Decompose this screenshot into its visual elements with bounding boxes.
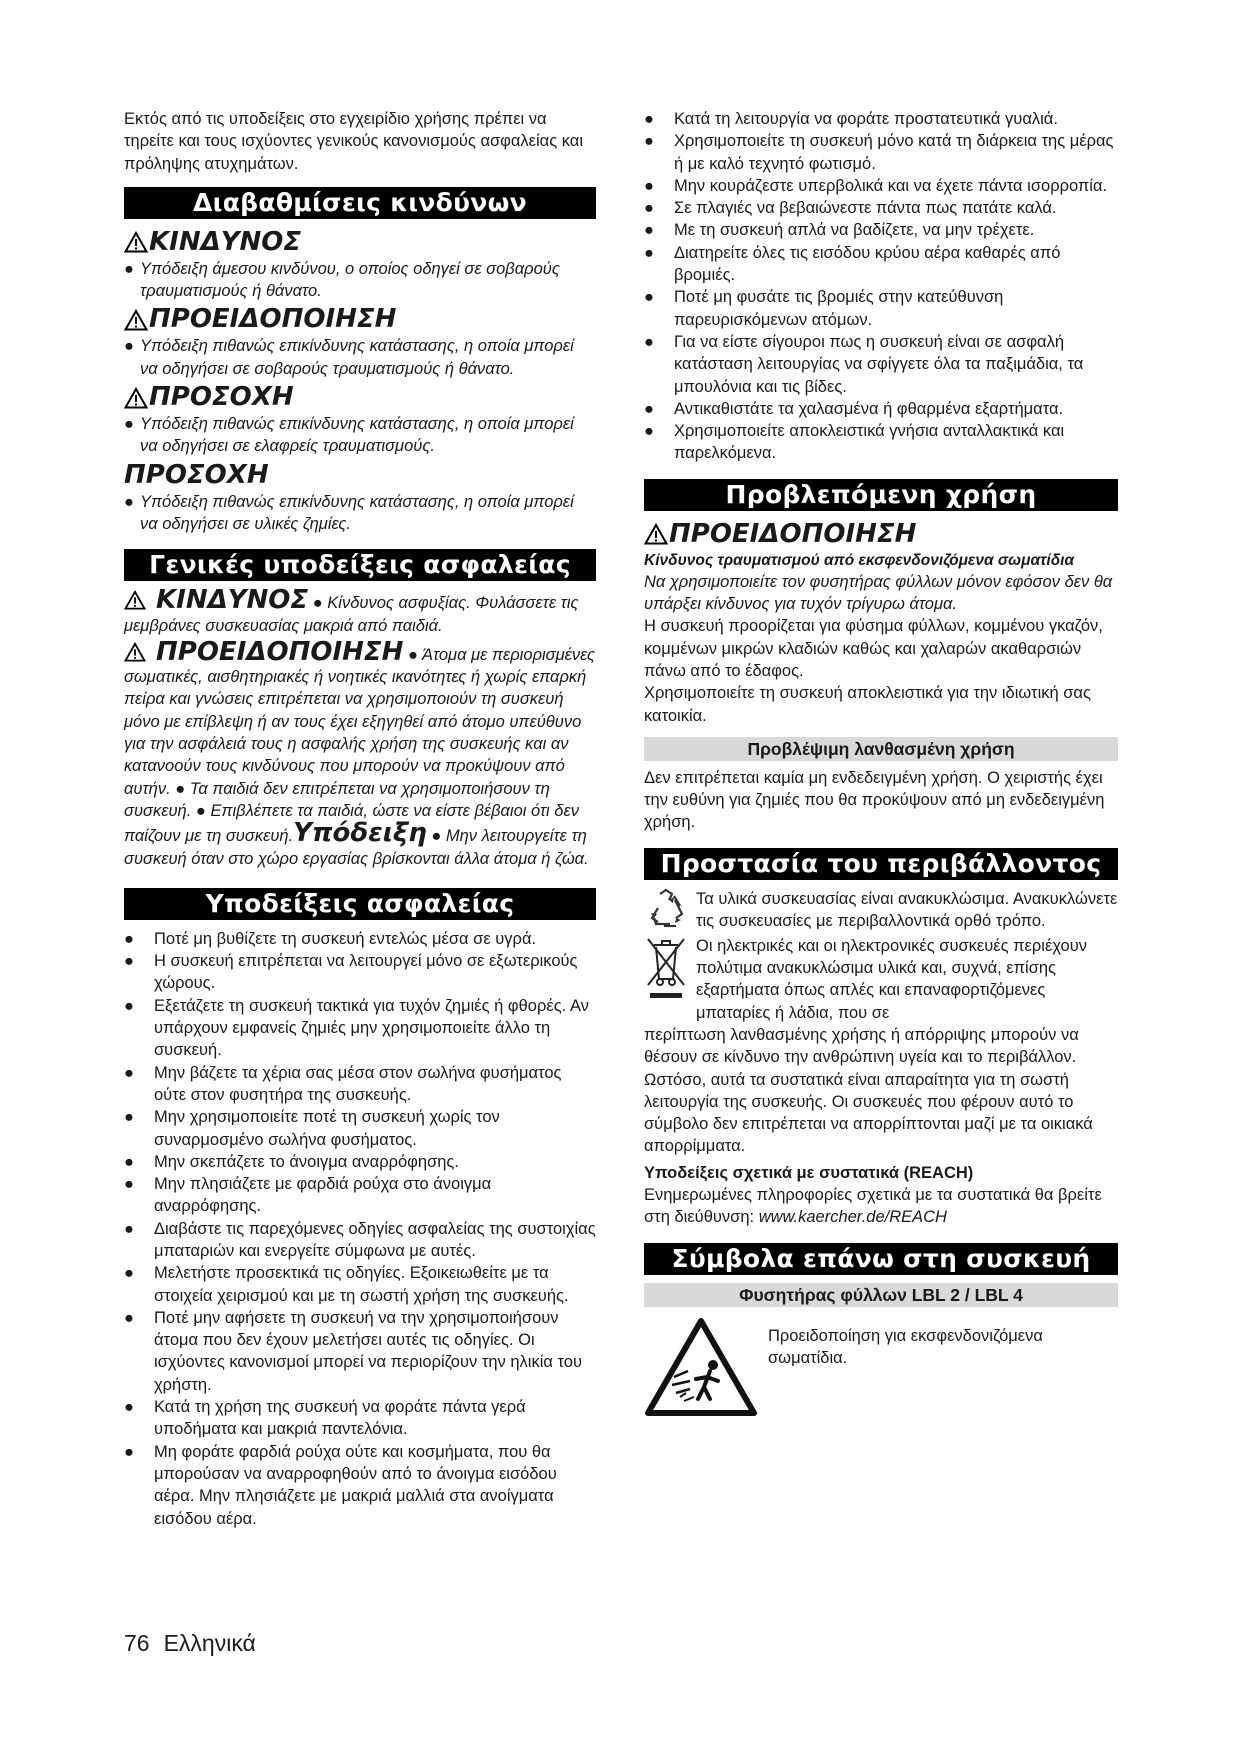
caution-label: ΠΡΟΣΟΧΗ [149,382,294,413]
hazard-levels-heading: Διαβαθμίσεις κινδύνων [124,187,596,219]
page-number: 76 [124,1630,150,1656]
list-item: ● Μην σκεπάζετε το άνοιγμα αναρρόφησης. [124,1151,596,1173]
device-symbols-heading: Σύμβολα επάνω στη συσκευή [644,1243,1118,1275]
general-danger-text: Κίνδυνος ασφυξίας. Φυλάσσετε τις μεμβράνες συσκευασίας μακριά από παιδιά. [124,594,579,635]
list-item-text: Μην πλησιάζετε με φαρδιά ρούχα στο άνοιγμα αναρρόφησης. [154,1175,492,1216]
intended-text-2: Χρησιμοποιείτε τη συσκευή αποκλειστικά για την ιδιωτική σας κατοικία. [644,684,1091,725]
list-item: ● Χρησιμοποιείτε τη συσκευή μόνο κατά τη διάρκεια της μέρας ή με καλό τεχνητό φωτισμό. [644,130,1118,175]
page-footer [124,1630,270,1657]
caution-text: Υπόδειξη πιθανώς επικίνδυνης κατάστασης, η οποία μπορεί να οδηγήσει σε ελαφρείς τραυματισμούς. [140,415,574,456]
intended-warning-label: ΠΡΟΕΙΔΟΠΟΙΗΣΗ [669,518,917,549]
intended-warning-subtitle: Κίνδυνος τραυματισμού από εκσφενδονιζόμενα σωματίδια [644,551,1075,569]
right-column [644,108,1118,1422]
list-item-text: Ποτέ μη φυσάτε τις βρομιές στην κατεύθυνση παρευρισκόμενων ατόμων. [674,288,1004,329]
general-warning-label: ΠΡΟΕΙΔΟΠΟΙΗΣΗ [156,636,404,667]
warning-triangle-icon [644,523,668,545]
warning-triangle-icon [124,642,146,662]
list-item-text: Μελετήστε προσεκτικά τις οδηγίες. Εξοικειωθείτε με τα στοιχεία χειρισμού και με τη σωστή χρήση της συσκευής. [154,1264,569,1305]
warning-triangle-icon [124,387,148,409]
list-item-text: Εξετάζετε τη συσκευή τακτικά για τυχόν ζημιές ή φθορές. Αν υπάρχουν εμφανείς ζημιές μην χρησιμοποιείτε άλλο τη συσκευή. [154,996,589,1060]
list-item: ● Κατά τη χρήση της συσκευή να φοράτε πάντα γερά υποδήματα και μακριά παντελόνια. [124,1396,596,1441]
list-item-text: Για να είστε σίγουροι πως η συσκευή είναι σε ασφαλή κατάσταση λειτουργίας να σφίγγετε όλα τα παξιμάδια, τα μπουλόνια και τις βίδες. [674,332,1084,396]
attention-text: Υπόδειξη πιθανώς επικίνδυνης κατάστασης, η οποία μπορεί να οδηγήσει σε υλικές ζημίες. [140,492,574,533]
list-item: ● Με τη συσκευή απλά να βαδίζετε, να μην τρέχετε. [644,219,1118,241]
list-item: ● Κατά τη λειτουργία να φοράτε προστατευτικά γυαλιά. [644,108,1118,130]
danger-label: ΚΙΝΔΥΝΟΣ [149,226,302,257]
list-item: ● Μελετήστε προσεκτικά τις οδηγίες. Εξοικειωθείτε με τα στοιχεία χειρισμού και με τη σωστή χρήση της συσκευής. [124,1262,596,1307]
left-column [124,108,596,1530]
general-danger-paragraph: ΚΙΝΔΥΝΟΣ ● Κίνδυνος ασφυξίας. Φυλάσσετε τις μεμβράνες συσκευασίας μακριά από παιδιά. [124,585,579,635]
projectile-warning-row [644,1317,1118,1422]
device-model-heading: Φυσητήρας φύλλων LBL 2 / LBL 4 [644,1283,1118,1307]
reach-paragraph [644,1184,1118,1229]
general-warning-text-1: Άτομα με περιορισμένες σωματικές, αισθητηριακές ή νοητικές ικανότητες ή χωρίς επαρκή πείρα και γνώσεις επιτρέπεται να χρησιμοποιούν τη συσκευή μόνο με επίβλεψη ή αν τους έχει εξηγηθεί από άτομο υπεύθυνο για την ασφάλειά τους η ασφαλής χρήση της συσκευής και αν κατανοούν τους κινδύνους που μπορούν να προκύψουν από αυτήν. [124,645,596,798]
danger-text: Υπόδειξη άμεσου κινδύνου, ο οποίος οδηγεί σε σοβαρούς τραυματισμούς ή θάνατο. [140,259,560,301]
general-safety-heading: Γενικές υποδείξεις ασφαλείας [124,549,596,581]
list-item: ● Αντικαθιστάτε τα χαλασμένα ή φθαρμένα εξαρτήματα. [644,398,1118,420]
list-item-text: Χρησιμοποιείτε αποκλειστικά γνήσια ανταλλακτικά και παρελκόμενα. [674,422,1065,463]
warning-item: ● Υπόδειξη πιθανώς επικίνδυνης κατάστασης, η οποία μπορεί να οδηγήσει σε σοβαρούς τραυματισμούς ή θάνατο. [124,335,596,380]
list-item: ● Μην χρησιμοποιείτε ποτέ τη συσκευή χωρίς τον συναρμοσμένο σωλήνα φυσήματος. [124,1106,596,1151]
general-danger-label: ΚΙΝΔΥΝΟΣ [156,585,309,616]
intended-text-1: Η συσκευή προορίζεται για φύσημα φύλλων, κομμένου γκαζόν, κομμένων μικρών κλαδιών καθώς και χαλαρών ακαθαρσιών πάνω από το έδαφος. [644,617,1103,680]
reach-link[interactable]: www.kaercher.de/REACH [758,1208,947,1227]
general-warning-paragraph: ΠΡΟΕΙΔΟΠΟΙΗΣΗ ● Άτομα με περιορισμένες σωματικές, αισθητηριακές ή νοητικές ικανότητες ή χωρίς επαρκή πείρα και γνώσεις επιτρέπεται να χρησιμοποιούν τη συσκευή μόνο με επίβλεψη ή αν τους έχει εξηγηθεί από άτομο υπεύθυνο για την ασφάλειά τους η ασφαλής χρήση της συσκευής και αν κατανοούν τους κινδύνους που μπορούν να προκύψουν από αυτήν. ● Τα παιδιά δεν επιτρέπεται να χρησιμοποιήσουν τη συσκευή. ● Επιβλέπετε τα παιδιά, ώστε να είστε βέβαιοι ότι δεν παίζουν με τη συσκευή.Υπόδειξη ● Μην λειτουργείτε τη συσκευή όταν στο χώρο εργασίας βρίσκονται άλλα άτομα ή ζώα. [124,636,596,868]
language-label: Ελληνικά [163,1630,256,1656]
warning-heading [124,304,596,335]
warning-label: ΠΡΟΕΙΔΟΠΟΙΗΣΗ [149,304,397,335]
caution-heading [124,382,596,413]
attention-label: ΠΡΟΣΟΧΗ [124,459,269,490]
list-item-text: Μην χρησιμοποιείτε ποτέ τη συσκευή χωρίς τον συναρμοσμένο σωλήνα φυσήματος. [154,1108,500,1149]
list-item: ● Σε πλαγιές να βεβαιώνεστε πάντα πως πατάτε καλά. [644,197,1118,219]
list-item: ● Εξετάζετε τη συσκευή τακτικά για τυχόν ζημιές ή φθορές. Αν υπάρχουν εμφανείς ζημιές μην χρησιμοποιείτε άλλο τη συσκευή. [124,995,596,1062]
safety-list-continued [644,108,1118,465]
safety-notes-heading: Υποδείξεις ασφαλείας [124,888,596,920]
reach-heading: Υποδείξεις σχετικά με συστατικά (REACH) [644,1163,974,1182]
flying-debris-warning-icon [644,1317,768,1422]
projectile-warning-text: Προειδοποίηση για εκσφενδονιζόμενα σωματίδια. [768,1326,1043,1367]
misuse-text: Δεν επιτρέπεται καμία μη ενδεδειγμένη χρήση. Ο χειριστής έχει την ευθύνη για ζημιές που θα προκύψουν από μη ενδεδειγμένη χρήση. [644,768,1105,832]
list-item: ● Διαβάστε τις παρεχόμενες οδηγίες ασφαλείας της συστοιχίας μπαταριών και ενεργείτε σύμφωνα με αυτές. [124,1218,596,1263]
intended-warning-text: Να χρησιμοποιείτε τον φυσητήρας φύλλων μόνον εφόσον δεν θα υπάρξει κίνδυνος για τυχόν τρίγυρω άτομα. [644,572,1113,614]
weee-row [644,935,1118,1024]
danger-item: ● Υπόδειξη άμεσου κινδύνου, ο οποίος οδηγεί σε σοβαρούς τραυματισμούς ή θάνατο. [124,258,596,303]
caution-item: ● Υπόδειξη πιθανώς επικίνδυνης κατάστασης, η οποία μπορεί να οδηγήσει σε ελαφρείς τραυματισμούς. [124,413,596,458]
list-item-text: Με τη συσκευή απλά να βαδίζετε, να μην τρέχετε. [674,221,1035,240]
list-item-text: Κατά τη χρήση της συσκευή να φοράτε πάντα γερά υποδήματα και μακριά παντελόνια. [154,1398,526,1439]
list-item: ● Ποτέ μη βυθίζετε τη συσκευή εντελώς μέσα σε υγρά. [124,928,596,950]
recycle-icon [644,888,696,935]
list-item: ● Μην κουράζεστε υπερβολικά και να έχετε πάντα ισορροπία. [644,175,1118,197]
crossed-bin-icon [644,935,696,1024]
environment-heading: Προστασία του περιβάλλοντος [644,848,1118,880]
warning-text: Υπόδειξη πιθανώς επικίνδυνης κατάστασης, η οποία μπορεί να οδηγήσει σε σοβαρούς τραυματισμούς ή θάνατο. [140,337,574,378]
list-item-text: Χρησιμοποιείτε τη συσκευή μόνο κατά τη διάρκεια της μέρας ή με καλό τεχνητό φωτισμό. [674,132,1114,173]
intro-text: Εκτός από τις υποδείξεις στο εγχειρίδιο χρήσης πρέπει να τηρείτε και τους ισχύοντες γενικούς κανονισμούς ασφαλείας και πρόληψης ατυχημάτων. [124,110,584,173]
recycle-text: Τα υλικά συσκευασίας είναι ανακυκλώσιμα. Ανακυκλώνετε τις συσκευασίες με περιβαλλοντικά ορθό τρόπο. [696,889,1118,931]
list-item: ● Μην πλησιάζετε με φαρδιά ρούχα στο άνοιγμα αναρρόφησης. [124,1173,596,1218]
danger-heading [124,227,596,258]
list-item: ● Μη φοράτε φαρδιά ρούχα ούτε και κοσμήματα, που θα μπορούσαν να αναρροφηθούν από το άνοιγμα εισόδου αέρα. Μην πλησιάζετε με μακριά μαλλιά στα ανοίγματα εισόδου αέρα. [124,1441,596,1530]
list-item-text: Μην σκεπάζετε το άνοιγμα αναρρόφησης. [154,1152,459,1171]
list-item-text: Μη φοράτε φαρδιά ρούχα ούτε και κοσμήματα, που θα μπορούσαν να αναρροφηθούν από το άνοιγμα εισόδου αέρα. Μην πλησιάζετε με μακριά μαλλιά στα ανοίγματα εισόδου αέρα. [154,1442,557,1528]
list-item: ● Για να είστε σίγουροι πως η συσκευή είναι σε ασφαλή κατάσταση λειτουργίας να σφίγγετε όλα τα παξιμάδια, τα μπουλόνια και τις βίδες. [644,331,1118,398]
list-item: ● Μην βάζετε τα χέρια σας μέσα στον σωλήνα φυσήματος ούτε στον φυσητήρα της συσκευής. [124,1062,596,1107]
list-item-text: Διαβάστε τις παρεχόμενες οδηγίες ασφαλείας της συστοιχίας μπαταριών και ενεργείτε σύμφωνα με αυτές. [154,1219,596,1260]
list-item-text: Ποτέ μη βυθίζετε τη συσκευή εντελώς μέσα σε υγρά. [154,929,537,948]
list-item-text: Κατά τη λειτουργία να φοράτε προστατευτικά γυαλιά. [674,110,1058,128]
list-item: ● Ποτέ μην αφήσετε τη συσκευή να την χρησιμοποιήσουν άτομα που δεν έχουν μελετήσει αυτές τις οδηγίες. Οι ισχύοντες κανονισμοί μπορεί να περιορίζουν την ηλικία του χρήστη. [124,1307,596,1396]
list-item: ● Ποτέ μη φυσάτε τις βρομιές στην κατεύθυνση παρευρισκόμενων ατόμων. [644,286,1118,331]
intended-warning-heading [644,519,1118,550]
list-item-text: Ποτέ μην αφήσετε τη συσκευή να την χρησιμοποιήσουν άτομα που δεν έχουν μελετήσει αυτές τις οδηγίες. Οι ισχύοντες κανονισμοί μπορεί να περιορίζουν την ηλικία του χρήστη. [154,1308,582,1394]
general-warning-text-2: Τα παιδιά δεν επιτρέπεται να χρησιμοποιήσουν τη συσκευή. [124,779,550,820]
weee-text-b: περίπτωση λανθασμένης χρήσης ή απόρριψης μπορούν να θέσουν σε κίνδυνο την ανθρώπινη υγεία και το περιβάλλον. Ωστόσο, αυτά τα συστατικά είναι απαραίτητα για τη σωστή λειτουργία της συσκευής. Οι συσκευές που φέρουν αυτό το σύμβολο δεν επιτρέπεται να απορρίπτονται μαζί με τα οικιακά απορρίμματα. [644,1025,1093,1156]
list-item-text: Διατηρείτε όλες τις εισόδου κρύου αέρα καθαρές από βρομιές. [674,243,1061,285]
recycle-row [644,888,1118,935]
misuse-heading: Προβλέψιμη λανθασμένη χρήση [644,737,1118,761]
list-item-text: Μην βάζετε τα χέρια σας μέσα στον σωλήνα φυσήματος ούτε στον φυσητήρα της συσκευής. [154,1063,562,1104]
warning-triangle-icon [124,309,148,331]
note-text: Μην λειτουργείτε τη συσκευή όταν στο χώρο εργασίας βρίσκονται άλλα άτομα ή ζώα. [124,827,589,868]
intended-use-heading: Προβλεπόμενη χρήση [644,479,1118,511]
safety-list [124,928,596,1530]
list-item: ● Η συσκευή επιτρέπεται να λειτουργεί μόνο σε εξωτερικούς χώρους. [124,950,596,995]
warning-triangle-icon [124,590,146,610]
list-item-text: Η συσκευή επιτρέπεται να λειτουργεί μόνο σε εξωτερικούς χώρους. [154,952,578,993]
note-label: Υπόδειξη [293,818,427,849]
list-item: ● Διατηρείτε όλες τις εισόδου κρύου αέρα καθαρές από βρομιές. [644,242,1118,287]
warning-triangle-icon [124,231,148,253]
list-item-text: Μην κουράζεστε υπερβολικά και να έχετε πάντα ισορροπία. [674,176,1108,195]
attention-item: ● Υπόδειξη πιθανώς επικίνδυνης κατάστασης, η οποία μπορεί να οδηγήσει σε υλικές ζημίες. [124,491,596,536]
attention-heading [124,460,596,491]
reach-text: Ενημερωμένες πληροφορίες σχετικά με τα συστατικά θα βρείτε στη διεύθυνση: [644,1185,1102,1227]
list-item-text: Σε πλαγιές να βεβαιώνεστε πάντα πως πατάτε καλά. [674,199,1057,218]
general-warning-text-3: Επιβλέπετε τα παιδιά, ώστε να είστε βέβαιοι ότι δεν παίζουν με τη συσκευή. [124,801,579,846]
list-item-text: Αντικαθιστάτε τα χαλασμένα ή φθαρμένα εξαρτήματα. [674,399,1064,418]
list-item: ● Χρησιμοποιείτε αποκλειστικά γνήσια ανταλλακτικά και παρελκόμενα. [644,420,1118,465]
weee-text-a: Οι ηλεκτρικές και οι ηλεκτρονικές συσκευές περιέχουν πολύτιμα ανακυκλώσιμα υλικά και, συχνά, επίσης εξαρτήματα όπως απλές και επαναφορτιζόμενες μπαταρίες ή λάδια, που σε [696,936,1087,1022]
